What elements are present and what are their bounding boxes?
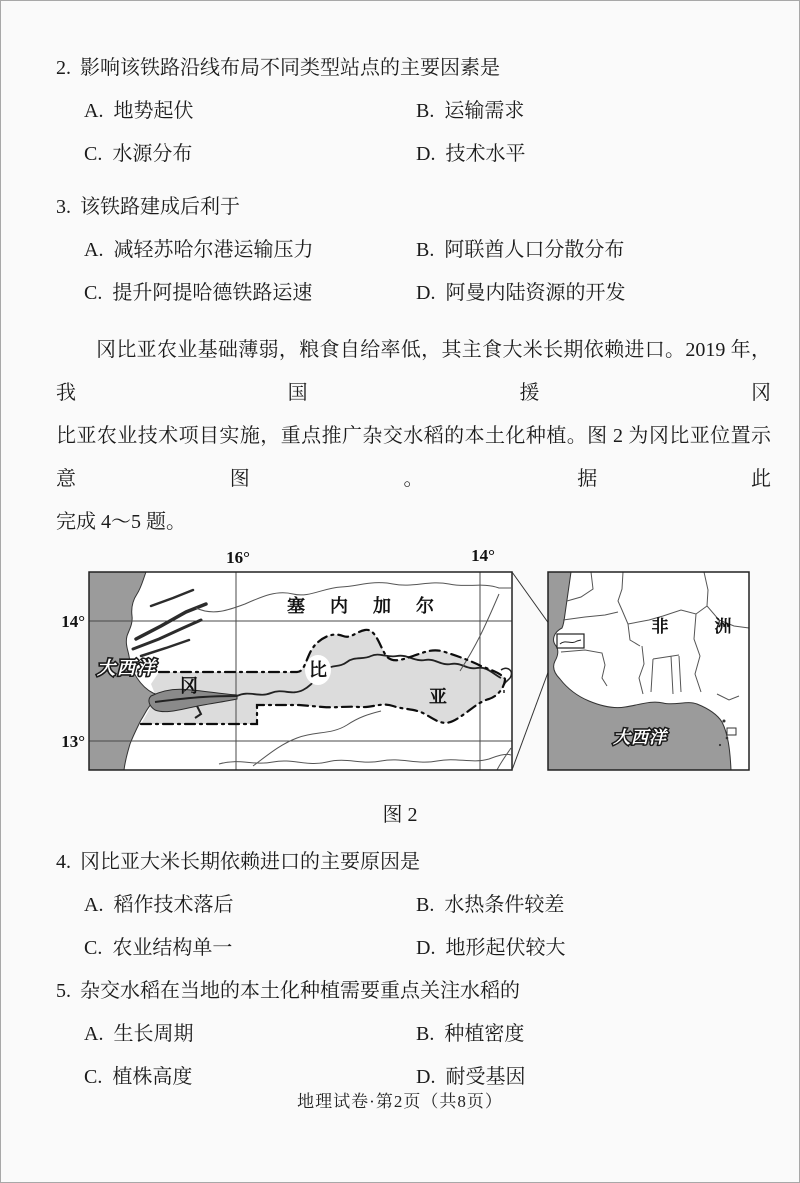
question-4-options bbox=[84, 892, 771, 962]
question-number: 5. bbox=[56, 980, 71, 1002]
figure-2 bbox=[1, 544, 799, 827]
svg-text:非: 非 bbox=[651, 617, 669, 636]
svg-text:塞: 塞 bbox=[287, 596, 305, 616]
question-3 bbox=[56, 194, 771, 307]
option-text: 种植密度 bbox=[444, 1023, 525, 1045]
atlantic-label-main: 大西洋 bbox=[97, 658, 157, 678]
question-stem-text: 该铁路建成后利于 bbox=[80, 196, 240, 218]
option-c bbox=[84, 935, 416, 962]
page-content-lower bbox=[1, 849, 799, 1091]
svg-text:冈: 冈 bbox=[180, 676, 198, 696]
option-text: 稻作技术落后 bbox=[113, 894, 234, 916]
option-label: C. bbox=[84, 1066, 103, 1088]
option-text: 生长周期 bbox=[113, 1023, 194, 1045]
question-stem-text: 影响该铁路沿线布局不同类型站点的主要因素是 bbox=[80, 57, 500, 79]
question-4-stem bbox=[56, 849, 771, 876]
option-label: B. bbox=[416, 894, 435, 916]
option-label: D. bbox=[416, 282, 436, 304]
option-a bbox=[84, 98, 416, 125]
question-2-options bbox=[84, 98, 771, 168]
option-a bbox=[84, 237, 416, 264]
option-text: 农业结构单一 bbox=[112, 937, 233, 959]
option-d bbox=[416, 141, 771, 168]
main-map bbox=[61, 546, 512, 770]
passage bbox=[56, 329, 771, 544]
option-b bbox=[416, 892, 771, 919]
option-b bbox=[416, 98, 771, 125]
option-label: D. bbox=[416, 143, 436, 165]
passage-line-1: 冈比亚农业基础薄弱，粮食自给率低，其主食大米长期依赖进口。2019 年，我国援冈 bbox=[56, 339, 771, 404]
option-text: 地势起伏 bbox=[113, 100, 194, 122]
passage-line-2: 比亚农业技术项目实施，重点推广杂交水稻的本土化种植。图 2 为冈比亚位置示意图。据此 bbox=[56, 425, 771, 490]
option-label: A. bbox=[84, 239, 104, 261]
page-content bbox=[1, 1, 799, 544]
svg-text:加: 加 bbox=[373, 596, 391, 616]
svg-text:16°: 16° bbox=[226, 548, 250, 567]
option-text: 水源分布 bbox=[112, 143, 193, 165]
longitude-labels bbox=[226, 546, 495, 567]
svg-text:内: 内 bbox=[330, 596, 348, 616]
option-text: 减轻苏哈尔港运输压力 bbox=[113, 239, 314, 261]
svg-text:洲: 洲 bbox=[714, 617, 732, 636]
question-4 bbox=[56, 849, 771, 962]
option-text: 提升阿提哈德铁路运速 bbox=[112, 282, 313, 304]
option-text: 植株高度 bbox=[112, 1066, 193, 1088]
option-d bbox=[416, 280, 771, 307]
option-label: C. bbox=[84, 282, 103, 304]
option-text: 水热条件较差 bbox=[444, 894, 565, 916]
question-5 bbox=[56, 978, 771, 1091]
option-b bbox=[416, 1021, 771, 1048]
question-stem-text: 冈比亚大米长期依赖进口的主要原因是 bbox=[80, 851, 420, 873]
latitude-labels bbox=[61, 612, 85, 751]
option-a bbox=[84, 892, 416, 919]
question-3-stem bbox=[56, 194, 771, 221]
page-footer: 地理试卷·第2页（共8页） bbox=[297, 1092, 503, 1111]
question-2 bbox=[56, 1, 771, 168]
option-label: D. bbox=[416, 1066, 436, 1088]
option-text: 阿曼内陆资源的开发 bbox=[445, 282, 626, 304]
question-2-stem bbox=[56, 55, 771, 82]
svg-text:比: 比 bbox=[309, 660, 327, 680]
question-5-options bbox=[84, 1021, 771, 1091]
svg-text:尔: 尔 bbox=[416, 596, 434, 616]
gambia-locator-box bbox=[557, 634, 584, 648]
question-3-options bbox=[84, 237, 771, 307]
option-label: D. bbox=[416, 937, 436, 959]
option-label: B. bbox=[416, 1023, 435, 1045]
option-label: A. bbox=[84, 1023, 104, 1045]
inset-map bbox=[548, 572, 749, 770]
question-number: 3. bbox=[56, 196, 71, 218]
option-label: B. bbox=[416, 100, 435, 122]
option-text: 地形起伏较大 bbox=[445, 937, 566, 959]
option-c bbox=[84, 141, 416, 168]
svg-text:亚: 亚 bbox=[429, 687, 447, 707]
svg-text:14°: 14° bbox=[61, 612, 85, 631]
svg-text:13°: 13° bbox=[61, 732, 85, 751]
atlantic-label-inset: 大西洋 bbox=[613, 728, 667, 747]
option-text: 阿联酋人口分散分布 bbox=[444, 239, 625, 261]
coastal-territory-box bbox=[727, 728, 736, 735]
figure-2-map bbox=[1, 544, 800, 794]
question-number: 2. bbox=[56, 57, 71, 79]
question-stem-text: 杂交水稻在当地的本土化种植需要重点关注水稻的 bbox=[80, 980, 520, 1002]
option-label: A. bbox=[84, 894, 104, 916]
option-label: C. bbox=[84, 937, 103, 959]
question-5-stem bbox=[56, 978, 771, 1005]
svg-text:14°: 14° bbox=[471, 546, 495, 565]
option-text: 耐受基因 bbox=[445, 1066, 526, 1088]
figure-caption: 图 2 bbox=[382, 804, 418, 826]
question-number: 4. bbox=[56, 851, 71, 873]
option-text: 技术水平 bbox=[445, 143, 526, 165]
option-d bbox=[416, 935, 771, 962]
option-text: 运输需求 bbox=[444, 100, 525, 122]
option-a bbox=[84, 1021, 416, 1048]
option-label: C. bbox=[84, 143, 103, 165]
passage-line-3: 完成 4～5 题。 bbox=[56, 511, 186, 533]
option-label: B. bbox=[416, 239, 435, 261]
option-b bbox=[416, 237, 771, 264]
option-c bbox=[84, 280, 416, 307]
option-label: A. bbox=[84, 100, 104, 122]
